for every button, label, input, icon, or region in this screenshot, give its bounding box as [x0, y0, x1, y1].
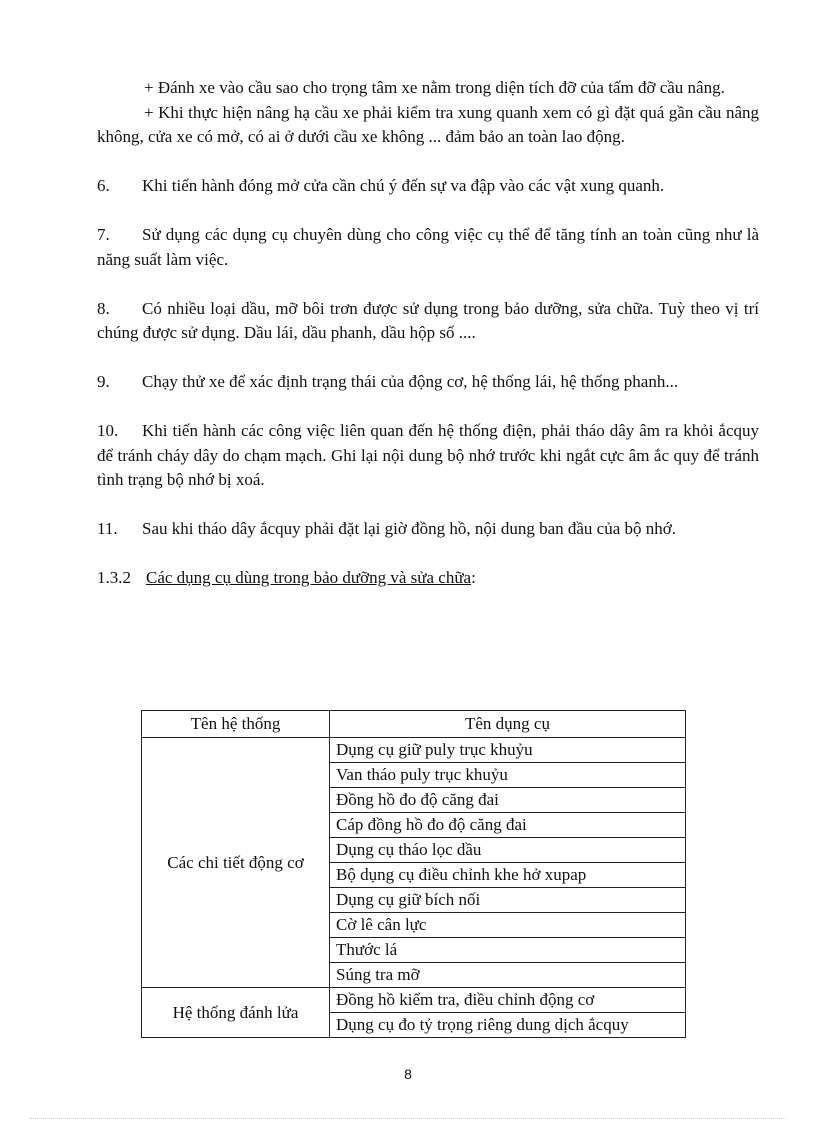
- paragraph-text: Sử dụng các dụng cụ chuyên dùng cho công việc cụ thể để tăng tính an toàn cũng như là năng suất làm việc.: [97, 225, 759, 269]
- tool-cell: Dụng cụ giữ puly trục khuỷu: [330, 738, 686, 763]
- numbered-paragraph: [97, 174, 759, 199]
- numbered-paragraph: [97, 517, 759, 542]
- paragraph-text: Chạy thử xe để xác định trạng thái của động cơ, hệ thống lái, hệ thống phanh...: [142, 372, 679, 391]
- header-tool-name: Tên dụng cụ: [330, 711, 686, 738]
- paragraph-text: Có nhiều loại dầu, mỡ bôi trơn được sử dụng trong bảo dưỡng, sửa chữa. Tuỳ theo vị trí chúng được sử dụng. Dầu lái, dầu phanh, dầu hộp số ....: [97, 298, 759, 342]
- numbered-paragraph: [97, 370, 759, 395]
- paragraph-text: Sau khi tháo dây ắcquy phải đặt lại giờ đồng hồ, nội dung ban đầu của bộ nhớ.: [142, 519, 677, 538]
- section-number: 1.3.2: [97, 567, 131, 587]
- tool-cell: Súng tra mỡ: [330, 963, 686, 988]
- paragraph-number: 11.: [97, 519, 118, 538]
- tool-cell: Cờ lê cân lực: [330, 913, 686, 938]
- section-title: Các dụng cụ dùng trong bảo dưỡng và sửa chữa: [146, 567, 472, 587]
- tool-cell: Đồng hồ kiểm tra, điều chỉnh động cơ: [330, 988, 686, 1013]
- bullet-paragraph: + Đánh xe vào cầu sao cho trọng tâm xe nằm trong diện tích đỡ của tấm đỡ cầu nâng.: [144, 78, 725, 97]
- paragraph-text: Khi tiến hành các công việc liên quan đến hệ thống điện, phải tháo dây âm ra khỏi ắcquy để tránh cháy dây do chạm mạch. Ghi lại nội dung bộ nhớ trước khi ngắt cực âm ắc quy để tránh tình trạng bộ nhớ bị xoá.: [97, 421, 759, 489]
- system-cell: Các chi tiết động cơ: [142, 738, 330, 988]
- section-suffix: :: [471, 567, 476, 587]
- bullet-paragraph: + Khi thực hiện nâng hạ cầu xe phải kiểm tra xung quanh xem có gì đặt quá gần cầu nâng không, cửa xe có mở, có ai ở dưới cầu xe không ... đảm bảo an toàn lao động.: [97, 102, 759, 146]
- system-cell: Hệ thống đánh lửa: [142, 988, 330, 1038]
- paragraph-number: 10.: [97, 421, 119, 440]
- paragraph-text: Khi tiến hành đóng mở cửa cần chú ý đến sự va đập vào các vật xung quanh.: [142, 176, 665, 195]
- paragraph-number: 8.: [97, 298, 110, 318]
- header-system-name: Tên hệ thống: [142, 711, 330, 738]
- page-bottom-divider: [30, 1118, 786, 1119]
- page-number: 8: [404, 1066, 412, 1082]
- table-row: [142, 988, 686, 1013]
- tool-cell: Cáp đồng hồ đo độ căng đai: [330, 813, 686, 838]
- tool-cell: Đồng hồ đo độ căng đai: [330, 788, 686, 813]
- tool-cell: Thước lá: [330, 938, 686, 963]
- table-row: [142, 738, 686, 763]
- section-heading: [97, 566, 759, 591]
- tool-cell: Dụng cụ tháo lọc dầu: [330, 838, 686, 863]
- numbered-paragraph: [97, 297, 759, 346]
- tools-table: [141, 710, 686, 1038]
- numbered-paragraph: [97, 419, 759, 493]
- table-header-row: [142, 711, 686, 738]
- body-text: [97, 76, 759, 590]
- tool-cell: Dụng cụ đo tỷ trọng riêng dung dịch ắcquy: [330, 1013, 686, 1038]
- numbered-paragraph: [97, 223, 759, 272]
- paragraph-number: 9.: [97, 372, 110, 391]
- tool-cell: Bộ dụng cụ điều chỉnh khe hở xupap: [330, 863, 686, 888]
- tool-cell: Van tháo puly trục khuỷu: [330, 763, 686, 788]
- paragraph-number: 7.: [97, 225, 110, 244]
- paragraph-number: 6.: [97, 176, 110, 195]
- tool-cell: Dụng cụ giữ bích nối: [330, 888, 686, 913]
